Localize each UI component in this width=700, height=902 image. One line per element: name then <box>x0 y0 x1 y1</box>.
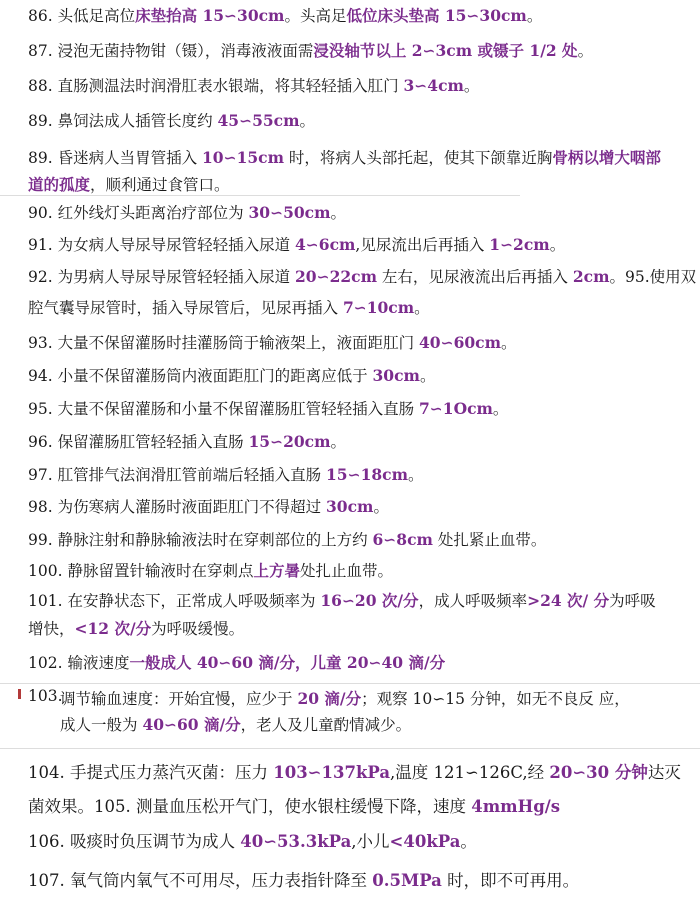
body-text: 成人一般为 <box>60 716 143 734</box>
text-line <box>28 331 517 353</box>
body-text: 86. 头低足高位 <box>28 7 136 25</box>
body-text: 。 <box>463 77 480 95</box>
text-line <box>28 364 435 386</box>
body-text: 处扎止血带。 <box>299 562 393 580</box>
text-line <box>28 867 579 891</box>
body-text: ,见尿流出后再插入 <box>355 236 490 254</box>
highlight-text: 4mmHg/s <box>471 797 561 816</box>
body-text: 。 <box>330 433 346 451</box>
highlight-text: 30∽50cm <box>248 203 331 222</box>
highlight-text: 30cm <box>326 497 374 516</box>
highlight-text: 40∽60 滴/分 <box>142 715 241 734</box>
text-line <box>28 495 389 517</box>
body-text: 时，将病人头部托起，使其下颌靠近胸 <box>283 149 553 167</box>
body-text: 调节输血速度：开始宜慢，应少于 <box>60 690 298 708</box>
text-line <box>28 397 508 419</box>
text-line <box>28 296 430 318</box>
margin-mark <box>18 689 21 699</box>
body-text: ,温度 121∽126C,经 <box>390 763 550 782</box>
body-text: 左右，见尿液流出后再插入 <box>376 268 573 286</box>
highlight-text: 1∽2cm <box>489 235 550 254</box>
body-text: 89. 鼻饲法成人插管长度约 <box>28 112 218 130</box>
highlight-text: 10∽15cm <box>202 148 284 167</box>
highlight-text: <40kPa <box>389 832 461 851</box>
body-text: 96. 保留灌肠肛管轻轻插入直肠 <box>28 433 249 451</box>
body-text: 。 <box>577 42 594 60</box>
highlight-text: 103∽137kPa <box>273 763 391 782</box>
body-text: 达灭 <box>647 763 681 782</box>
text-line <box>28 39 593 61</box>
text-line <box>60 713 411 735</box>
highlight-text: 30cm <box>372 366 420 385</box>
body-text: 。头高足 <box>284 7 347 25</box>
body-text: 94. 小量不保留灌肠筒内液面距肛门的距离应低于 <box>28 367 373 385</box>
text-line <box>28 74 479 96</box>
body-text: 。 <box>460 832 477 851</box>
highlight-text: 低位床头垫高 15∽30cm <box>346 6 527 25</box>
body-text: 处扎紧止血带。 <box>432 531 547 549</box>
highlight-text: 16∽20 次/分 <box>320 591 419 610</box>
body-text: 99. 静脉注射和静脉输液法时在穿刺部位的上方约 <box>28 531 373 549</box>
highlight-text: >24 次/ 分 <box>527 591 610 610</box>
highlight-text: 20 滴/分 <box>297 689 362 708</box>
highlight-text: 15∽18cm <box>326 465 408 484</box>
highlight-text: <12 次/分 <box>74 619 152 638</box>
text-line <box>28 651 445 673</box>
body-text: 90. 红外线灯头距离治疗部位为 <box>28 204 249 222</box>
body-text: ，顺利通过食管口。 <box>90 176 230 194</box>
body-text: 92. 为男病人导尿导尿管轻轻插入尿道 <box>28 268 296 286</box>
body-text: 。 <box>407 466 424 484</box>
body-text: 106. 吸痰时负压调节为成人 <box>28 832 241 851</box>
highlight-text: 4∽6cm <box>295 235 356 254</box>
body-text: 104. 手提式压力蒸汽灭菌：压力 <box>28 763 274 782</box>
body-text: 102. 输液速度 <box>28 654 130 672</box>
body-text: 95. 大量不保留灌肠和小量不保留灌肠肛管轻轻插入直肠 <box>28 400 420 418</box>
highlight-text: 上方暑 <box>253 561 300 580</box>
body-text: 。 <box>500 334 517 352</box>
text-line <box>28 146 661 168</box>
highlight-text: 45∽55cm <box>217 111 300 130</box>
text-line <box>28 463 424 485</box>
highlight-text: 7∽10cm <box>342 298 415 317</box>
body-text: 。 <box>299 112 315 130</box>
highlight-text: 2cm <box>572 267 610 286</box>
text-line <box>28 589 656 611</box>
highlight-text: 0.5MPa <box>372 871 442 890</box>
body-text: 。 <box>373 498 389 516</box>
body-text: 91. 为女病人导尿导尿管轻轻插入尿道 <box>28 236 296 254</box>
text-line <box>28 233 565 255</box>
body-text: 98. 为伤寒病人灌肠时液面距肛门不得超过 <box>28 498 327 516</box>
body-text: 100. 静脉留置针输液时在穿刺点 <box>28 562 254 580</box>
body-text: 89. 昏迷病人当胃管插入 <box>28 149 203 167</box>
body-text: 97. 肛管排气法润滑肛管前端后轻插入直肠 <box>28 466 327 484</box>
divider <box>0 683 700 684</box>
divider <box>0 195 520 196</box>
body-text: 107. 氧气筒内氧气不可用尽，压力表指针降至 <box>28 871 373 890</box>
body-text: 为呼吸 <box>609 592 656 610</box>
body-text: 101. 在安静状态下，正常成人呼吸频率为 <box>28 592 321 610</box>
body-text: 。95.使用双 <box>609 268 697 286</box>
text-line <box>28 828 477 852</box>
text-line <box>28 109 315 131</box>
body-text: 腔气囊导尿管时，插入导尿管后，见尿再插入 <box>28 299 343 317</box>
text-line <box>28 687 63 705</box>
highlight-text: 一般成人 40∽60 滴/分，儿童 20∽40 滴/分 <box>129 653 446 672</box>
body-text: 87. 浸泡无菌持物钳（镊），消毒液液面需 <box>28 42 314 60</box>
body-text: 。 <box>419 367 436 385</box>
highlight-text: 15∽20cm <box>248 432 331 451</box>
highlight-text: 浸没轴节以上 2∽3cm 或镊子 1/2 处 <box>313 41 578 60</box>
highlight-text: 道的孤度 <box>28 175 91 194</box>
body-text: 88. 直肠测温法时润滑肛表水银端，将其轻轻插入肛门 <box>28 77 404 95</box>
body-text: 。 <box>492 400 509 418</box>
body-text: 93. 大量不保留灌肠时挂灌肠筒于输液架上，液面距肛门 <box>28 334 420 352</box>
text-line <box>28 430 346 452</box>
divider <box>0 748 700 749</box>
body-text: ，成人呼吸频率 <box>418 592 528 610</box>
body-text: 菌效果。105. 测量血压松开气门，使水银柱缓慢下降，速度 <box>28 797 472 816</box>
text-line <box>28 759 681 783</box>
body-text: 。 <box>526 7 543 25</box>
body-text: 为呼吸缓慢。 <box>151 620 245 638</box>
highlight-text: 骨柄以增大咽部 <box>552 148 661 167</box>
highlight-text: 6∽8cm <box>372 530 433 549</box>
text-line <box>28 793 560 817</box>
text-line <box>28 4 542 26</box>
highlight-text: 20∽30 分钟 <box>549 763 648 782</box>
text-line <box>60 687 630 709</box>
highlight-text: 40∽53.3kPa <box>240 832 352 851</box>
body-text: 。 <box>549 236 566 254</box>
text-line <box>28 617 244 639</box>
highlight-text: 20∽22cm <box>295 267 377 286</box>
text-line <box>28 559 393 581</box>
body-text: ,小儿 <box>351 832 390 851</box>
body-text: 时，即不可再用。 <box>441 871 580 890</box>
text-line <box>28 201 346 223</box>
body-text: 103. <box>28 687 63 705</box>
highlight-text: 3∽4cm <box>403 76 464 95</box>
body-text: ；观察 10∽15 分钟，如无不良反 应， <box>361 690 630 708</box>
body-text: 增快， <box>28 620 75 638</box>
text-line <box>28 173 230 195</box>
body-text: ，老人及儿童酌情减少。 <box>240 716 412 734</box>
body-text: 。 <box>414 299 430 317</box>
text-line <box>28 265 696 287</box>
highlight-text: 40∽60cm <box>419 333 501 352</box>
highlight-text: 7∽1Ocm <box>419 399 493 418</box>
text-line <box>28 528 546 550</box>
highlight-text: 床垫抬高 15∽30cm <box>135 6 285 25</box>
body-text: 。 <box>330 204 346 222</box>
